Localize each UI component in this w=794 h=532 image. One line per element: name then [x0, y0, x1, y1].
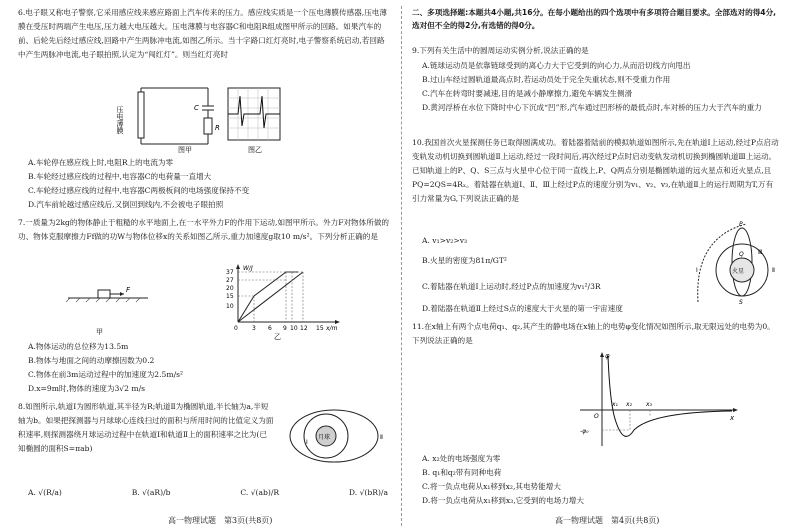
q10-option-c[interactable]: C.着陆器在轨道Ⅰ上运动时,经过P点的加速度为v₁²/3R — [422, 282, 601, 291]
q9-option-d[interactable]: D.黄河浮桥在水位下降时中心下沉成“凹”形,汽车通过凹形桥的最低点时,车对桥的压力大于汽车的重力 — [422, 103, 762, 112]
q7-fig-label-b: 乙 — [274, 333, 281, 341]
q11-option-a[interactable]: A. x₂处的电场强度为零 — [422, 454, 501, 463]
q11-option-b[interactable]: B. q₁和q₂带有同种电荷 — [422, 468, 502, 477]
q7-xtick-15: 15 — [316, 325, 324, 332]
q7-xtick-12: 12 — [300, 325, 308, 332]
q10-orbit2-label: Ⅱ — [772, 267, 775, 274]
q10-figure — [688, 218, 780, 308]
q6-circuit-diagram — [138, 88, 214, 144]
q6-label-r: R — [215, 124, 220, 132]
q7-force-label: F — [126, 286, 131, 294]
q6-fig-label-a: 图甲 — [178, 146, 192, 154]
q10-label-s: S — [739, 299, 743, 306]
page-divider — [401, 6, 402, 526]
q11-axis-phi: φ — [605, 352, 610, 360]
q7-ytick-27: 27 — [226, 277, 234, 284]
q7-xtick-3: 3 — [252, 325, 256, 332]
q8-option-b[interactable]: B. √(aR)/b — [131, 488, 171, 497]
q8-option-d[interactable]: D. √(bR)/a — [348, 488, 388, 497]
q7-work-graph — [236, 264, 340, 324]
q11-label-o: O — [594, 413, 599, 420]
q8-stem: 8.如图所示,轨道Ⅰ为圆形轨道,其半径为R;轨道Ⅱ为椭圆轨道,半长轴为a,半短轴为b。如果把探测器与月球球心连线扫过的面积与所用时间的比值定义为面积速率,则探测器绕月球运动过程中在轨道Ⅰ和轨道Ⅱ上的面积速率之比为(已知椭圆的面积S=πab) — [18, 402, 274, 453]
q6-fig-label-b: 图乙 — [248, 146, 262, 154]
q11-option-c[interactable]: C.将一负点电荷从x₁移到x₂,其电势能增大 — [422, 482, 561, 491]
question-9 — [412, 44, 780, 115]
q11-options — [412, 452, 780, 508]
q10-option-a[interactable]: A. v₁>v₂>v₃ — [422, 236, 468, 245]
q6-label-c: C — [194, 104, 199, 112]
q11-stem: 11.在x轴上有两个点电荷q₁、q₂,其产生的静电场在x轴上的电势φ变化情况如图所示,取无限远处的电势为0。下列说法正确的是 — [412, 322, 775, 345]
q9-stem: 9.下列有关生活中的圆周运动实例分析,说法正确的是 — [412, 46, 589, 55]
q10-stem: 10.我国首次火星探测任务已取得圆满成功。着陆器着陆前的模拟轨道如图所示,先在轨道Ⅰ上运动,经过P点启动变轨发动机切换到圆轨道Ⅱ上运动,经过一段时间后,再次经过P点时启动变轨发动机切换到椭圆轨道Ⅲ上运动。已知轨道上的P、Q、S三点与火星中心位于同一直线上,P、Q两点分别是椭圆轨道的远火星点和近火星点,且PQ=2QS=4Rₓ。着陆器在轨道Ⅰ、Ⅱ、Ⅲ上经过P点的速度分别为v₁、v₂、v₃,在轨道Ⅱ上的运行周期为T,万有引力常量为G,下列说法正确的是 — [412, 138, 779, 203]
right-page — [412, 0, 780, 532]
q6-option-d[interactable]: D.汽车前轮越过感应线后,又倒回到线内,不会被电子眼拍照 — [28, 200, 224, 209]
q7-axis-y: W/J — [243, 265, 253, 272]
q7-xtick-0: 0 — [234, 325, 238, 332]
q7-option-c[interactable]: C.物体在前3m运动过程中的加速度为2.5m/s² — [28, 370, 184, 379]
q10-label-p: P — [739, 221, 743, 228]
question-10 — [412, 136, 780, 207]
q6-option-a[interactable]: A.车轮停在感应线上时,电阻R上的电流为零 — [28, 158, 174, 167]
q8-orbit2-label: Ⅱ — [380, 434, 383, 441]
q10-orbit3-label: Ⅲ — [758, 249, 763, 256]
q10-orbit1-label: Ⅰ — [696, 267, 698, 274]
q6-option-c[interactable]: C.车轮经过感应线的过程中,电容器C两极板间的电场强度保持不变 — [28, 186, 250, 195]
q6-options — [18, 156, 390, 212]
q10-label-q: Q — [739, 251, 744, 258]
q6-option-b[interactable]: B.车轮经过感应线的过程中,电容器C的电荷量一直增大 — [28, 172, 212, 181]
q8-option-c[interactable]: C. √(ab)/R — [240, 488, 280, 497]
q7-ytick-10: 10 — [226, 303, 234, 310]
q7-options — [18, 340, 390, 396]
q9-option-c[interactable]: C.汽车在转弯时要减速,目的是减小静摩擦力,避免车辆发生侧滑 — [422, 89, 633, 98]
q10-options — [412, 234, 682, 316]
q6-oscilloscope — [228, 88, 280, 140]
q11-label-x3: x₃ — [646, 401, 652, 408]
q10-option-b[interactable]: B.火星的密度为81π/GT² — [422, 256, 507, 265]
question-6 — [18, 6, 390, 63]
q6-stem: 6.电子眼又称电子警察,它采用感应线来感应路面上汽车传来的压力。感应线实质是一个压电薄膜传感器,压电薄膜在受压时两端产生电压,压力越大电压越大。压电薄膜与电容器C和电阻R组成图甲所示的回路。如果汽车的前、后轮先后经过感应线,回路中产生两脉冲电流,如图乙所示。当十字路口红灯亮时,电子警察系统启动,若回路中产生两脉冲电流,电子眼拍照,认定为“闯红灯”。则当红灯亮时 — [18, 8, 387, 59]
q7-fig-label-a: 甲 — [96, 328, 103, 336]
q7-ytick-37: 37 — [226, 269, 234, 276]
left-footer: 高一物理试题 第3页(共8页) — [168, 516, 273, 525]
question-8 — [18, 400, 274, 457]
q7-xtick-9: 9 — [283, 325, 287, 332]
q11-label-x2: x₂ — [626, 401, 632, 408]
q7-ytick-20: 20 — [226, 285, 234, 292]
section-heading: 二、多项选择题:本题共4小题,共16分。在每小题给出的四个选项中有多项符合题目要求。全部选对的得4分,选对但不全的得2分,有选错的得0分。 — [412, 8, 777, 30]
q10-mars-label: 火星 — [732, 268, 745, 275]
q11-label-phi0: -φ₀ — [580, 428, 589, 435]
q9-option-b[interactable]: B.过山车经过圆轨道最高点时,若运动员处于完全失重状态,则不受重力作用 — [422, 75, 671, 84]
q7-xtick-10: 10 — [290, 325, 298, 332]
question-11 — [412, 320, 780, 349]
left-page — [18, 0, 390, 532]
q7-option-b[interactable]: B.物体与地面之间的动摩擦因数为0.2 — [28, 356, 155, 365]
q7-figure — [38, 262, 358, 340]
q8-figure — [286, 402, 390, 472]
q7-xtick-6: 6 — [268, 325, 272, 332]
q8-option-a[interactable]: A. √(R/a) — [28, 488, 62, 497]
q6-figure — [118, 86, 328, 154]
q7-ytick-15: 15 — [226, 293, 234, 300]
q10-option-d[interactable]: D.着陆器在轨道Ⅱ上经过S点的速度大于火星的第一宇宙速度 — [422, 304, 623, 313]
q7-option-d[interactable]: D.x=9m时,物体的速度为3√2 m/s — [28, 384, 146, 393]
q11-label-x1: x₁ — [612, 401, 618, 408]
q8-moon-label: 月球 — [318, 434, 331, 441]
q6-sensor-label: 压电薄膜 — [116, 106, 124, 134]
q7-axis-x: x/m — [326, 325, 338, 332]
right-footer: 高一物理试题 第4页(共8页) — [555, 516, 660, 525]
q11-figure — [572, 350, 742, 448]
q8-options — [28, 486, 388, 500]
q11-option-d[interactable]: D.将一负点电荷从x₁移到x₃,它受到的电场力增大 — [422, 496, 584, 505]
q7-block-diagram — [66, 290, 148, 302]
question-7 — [18, 216, 390, 245]
q7-option-a[interactable]: A.物体运动的总位移为13.5m — [28, 342, 129, 351]
q8-orbit1-label: Ⅰ — [306, 439, 308, 446]
q11-axis-x: x — [730, 414, 735, 422]
q7-stem: 7.一质量为2kg的物体静止于粗糙的水平地面上,在一水平外力F的作用下运动,如图甲所示。外力F对物体所做的功、物体克服摩擦力Ff做的功W与物体位移x的关系如图乙所示,重力加速度g取10 m/s²。下列分析正确的是 — [18, 218, 390, 241]
q9-option-a[interactable]: A.链球运动员是依靠链球受到的离心力大于它受到的向心力,从而沿切线方向甩出 — [422, 61, 691, 70]
